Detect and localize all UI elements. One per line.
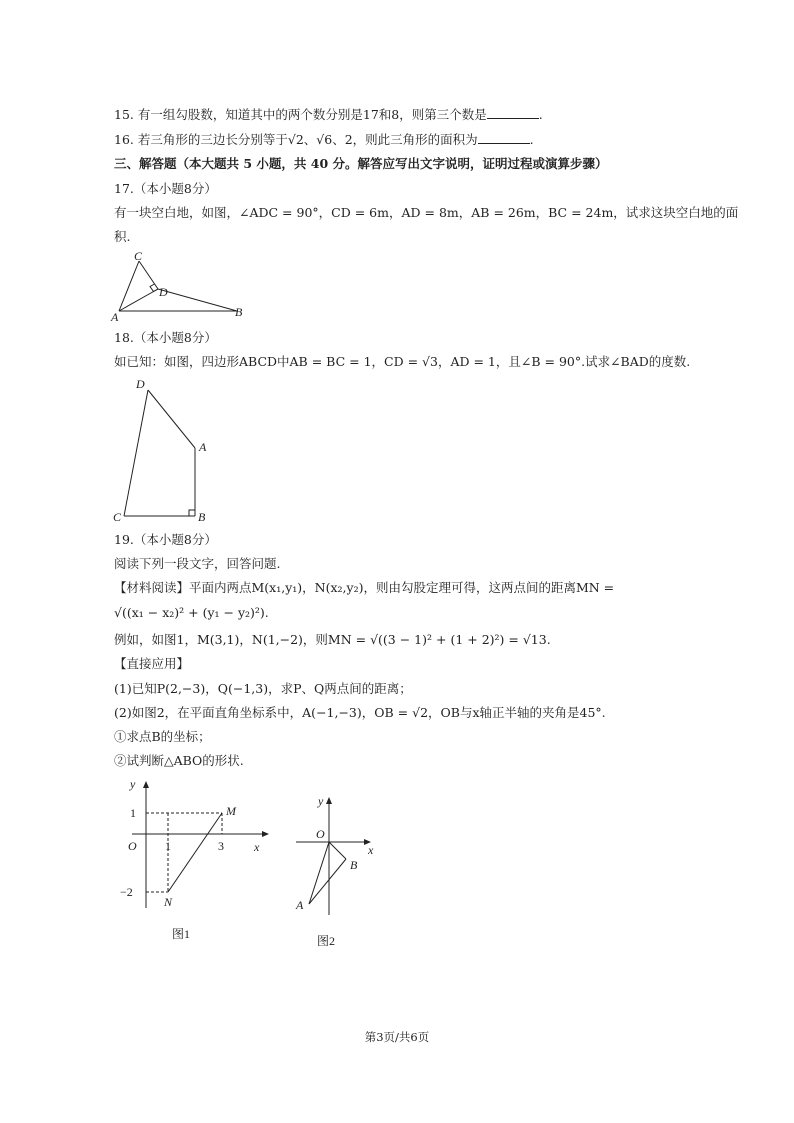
fig1-caption: 图1 (172, 927, 191, 941)
q19-part1: (1)已知P(2,−3)，Q(−1,3)，求P、Q两点间的距离； (114, 681, 412, 696)
q18-edge-dc (124, 390, 148, 516)
fig2-caption: 图2 (317, 934, 336, 948)
q19-apply-title: 【直接应用】 (114, 656, 190, 671)
q18-text: 如已知：如图，四边形ABCD中AB = BC = 1，CD = √3，AD = 1，且∠B = 90°.试求∠BAD的度数. (114, 354, 691, 369)
fig2-origin-label: O (316, 827, 325, 841)
fig1-origin-label: O (128, 839, 137, 853)
q17-edge-db (158, 289, 237, 311)
q18-header: 18.（本小题8分） (114, 330, 217, 345)
fig1-tick-yn2: −2 (120, 885, 133, 899)
q18-right-angle-mark (189, 510, 195, 516)
fig2-x-label: x (368, 843, 374, 857)
q16-end: . (529, 132, 534, 147)
question-15 (114, 107, 543, 123)
q17-edge-ad (119, 289, 158, 311)
q16-text: 若三角形的三边长分别等于√2、√6、2，则此三角形的面积为 (137, 132, 478, 147)
q17-text-line2: 积. (114, 229, 131, 244)
q18-edge-da (148, 390, 195, 448)
q19-material-line2: √((x₁ − x₂)² + (y₁ − y₂)²). (114, 605, 269, 620)
question-16 (114, 132, 534, 148)
fig2-label-b: B (350, 858, 358, 872)
q19-header: 19.（本小题8分） (114, 532, 217, 547)
q17-edge-cd (139, 261, 158, 289)
q15-answer-blank[interactable] (487, 107, 539, 119)
fig2-segment-ob (329, 842, 346, 859)
q16-number: 16. (114, 132, 134, 147)
fig1-tick-y1: 1 (130, 806, 136, 820)
fig1-y-arrow (143, 781, 149, 788)
fig1-tick-x3: 3 (218, 839, 224, 853)
q15-end: . (538, 107, 543, 122)
q18-label-b: B (198, 510, 206, 524)
fig2-segment-oa (309, 842, 329, 904)
q17-label-d: D (159, 285, 168, 299)
fig1-segment-mn (168, 813, 222, 892)
section-3-heading: 三、解答题（本大题共 5 小题，共 40 分。解答应写出文字说明，证明过程或演算步骤） (114, 156, 608, 171)
fig2-segment-ab (309, 859, 346, 904)
q18-label-d: D (136, 377, 145, 391)
q17-header: 17.（本小题8分） (114, 181, 217, 196)
q19-part2a: ①求点B的坐标； (114, 729, 211, 744)
q19-example: 例如，如图1，M(3,1)，N(1,−2)，则MN = √((3 − 1)² + (1 + 2)²) = √13. (114, 632, 551, 647)
fig2-label-a: A (296, 898, 304, 912)
q17-edge-ca (119, 261, 139, 311)
q15-number: 15. (114, 107, 134, 122)
q17-label-c: C (134, 249, 143, 263)
q17-figure (105, 248, 265, 326)
q18-label-a: A (199, 440, 207, 454)
fig1-x-label: x (254, 840, 260, 854)
fig1-label-m: M (226, 804, 236, 818)
q17-label-b: B (235, 305, 243, 319)
fig1-label-n: N (164, 895, 173, 909)
q19-part2: (2)如图2，在平面直角坐标系中，A(−1,−3)，OB = √2，OB与x轴正半轴的夹角是45°. (114, 705, 606, 720)
figure-1 (114, 776, 274, 946)
q17-text-line1: 有一块空白地，如图，∠ADC = 90°，CD = 6m，AD = 8m，AB = 26m，BC = 24m，试求这块空白地的面 (114, 205, 739, 220)
fig1-y-label: y (130, 777, 136, 791)
q18-figure (105, 376, 215, 524)
fig1-tick-x1: 1 (165, 839, 171, 853)
page-footer: 第3页/共6页 (364, 1030, 430, 1044)
q16-answer-blank[interactable] (478, 132, 530, 144)
fig2-y-label: y (318, 794, 324, 808)
q19-intro: 阅读下列一段文字，回答问题. (114, 556, 281, 571)
fig2-y-arrow (326, 797, 332, 804)
q19-material-line1: 【材料阅读】平面内两点M(x₁,y₁)，N(x₂,y₂)，则由勾股定理可得，这两点间的距离MN = (114, 580, 615, 595)
q18-label-c: C (113, 510, 122, 524)
q17-label-a: A (111, 310, 119, 324)
fig1-x-arrow (262, 831, 269, 837)
q19-part2b: ②试判断△ABO的形状. (114, 753, 244, 768)
q15-text: 有一组勾股数，知道其中的两个数分别是17和8，则第三个数是 (137, 107, 487, 122)
figure-2 (288, 790, 388, 950)
